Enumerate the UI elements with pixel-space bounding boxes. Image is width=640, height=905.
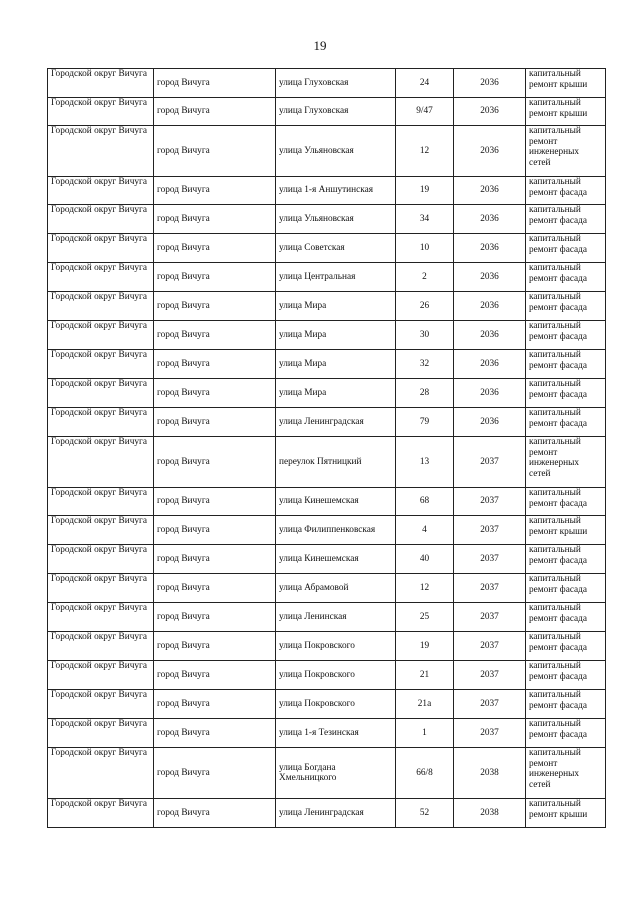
street-cell: улица Мира: [276, 350, 396, 379]
street-cell: улица Кинешемская: [276, 488, 396, 516]
table-row: [48, 263, 606, 292]
year-cell: 2036: [454, 69, 526, 98]
house-number-cell: 21а: [396, 690, 454, 719]
work-type-cell: капитальный ремонт крыши: [526, 516, 606, 545]
street-cell: улица Покровского: [276, 661, 396, 690]
district-cell: Городской округ Вичуга: [48, 574, 154, 603]
table-row: [48, 690, 606, 719]
work-type-cell: капитальный ремонт фасада: [526, 574, 606, 603]
street-cell: улица Мира: [276, 379, 396, 408]
city-cell: город Вичуга: [154, 574, 276, 603]
city-cell: город Вичуга: [154, 748, 276, 799]
district-cell: Городской округ Вичуга: [48, 205, 154, 234]
work-type-cell: капитальный ремонт инженерных сетей: [526, 748, 606, 799]
year-cell: 2038: [454, 748, 526, 799]
district-cell: Городской округ Вичуга: [48, 126, 154, 177]
work-type-cell: капитальный ремонт фасада: [526, 350, 606, 379]
table-row: [48, 719, 606, 748]
table-row: [48, 661, 606, 690]
district-cell: Городской округ Вичуга: [48, 632, 154, 661]
house-number-cell: 28: [396, 379, 454, 408]
work-type-cell: капитальный ремонт фасада: [526, 292, 606, 321]
year-cell: 2037: [454, 690, 526, 719]
work-type-cell: капитальный ремонт крыши: [526, 799, 606, 828]
work-type-cell: капитальный ремонт фасада: [526, 321, 606, 350]
table-body: [48, 69, 606, 828]
year-cell: 2036: [454, 126, 526, 177]
city-cell: город Вичуга: [154, 545, 276, 574]
street-cell: улица Кинешемская: [276, 545, 396, 574]
table-row: [48, 379, 606, 408]
house-number-cell: 9/47: [396, 98, 454, 126]
district-cell: Городской округ Вичуга: [48, 603, 154, 632]
work-type-cell: капитальный ремонт фасада: [526, 661, 606, 690]
year-cell: 2036: [454, 292, 526, 321]
city-cell: город Вичуга: [154, 516, 276, 545]
district-cell: Городской округ Вичуга: [48, 719, 154, 748]
year-cell: 2036: [454, 379, 526, 408]
house-number-cell: 19: [396, 177, 454, 205]
year-cell: 2036: [454, 234, 526, 263]
house-number-cell: 12: [396, 126, 454, 177]
house-number-cell: 25: [396, 603, 454, 632]
work-type-cell: капитальный ремонт фасада: [526, 603, 606, 632]
street-cell: улица 1-я Тезинская: [276, 719, 396, 748]
year-cell: 2036: [454, 350, 526, 379]
work-type-cell: капитальный ремонт инженерных сетей: [526, 437, 606, 488]
city-cell: город Вичуга: [154, 632, 276, 661]
table-row: [48, 488, 606, 516]
house-number-cell: 19: [396, 632, 454, 661]
house-number-cell: 13: [396, 437, 454, 488]
work-type-cell: капитальный ремонт фасада: [526, 632, 606, 661]
district-cell: Городской округ Вичуга: [48, 350, 154, 379]
table-row: [48, 799, 606, 828]
district-cell: Городской округ Вичуга: [48, 263, 154, 292]
table-row: [48, 69, 606, 98]
street-cell: улица 1-я Аншутинская: [276, 177, 396, 205]
street-cell: улица Мира: [276, 321, 396, 350]
city-cell: город Вичуга: [154, 177, 276, 205]
house-number-cell: 40: [396, 545, 454, 574]
street-cell: улица Глуховская: [276, 98, 396, 126]
city-cell: город Вичуга: [154, 603, 276, 632]
street-cell: улица Ульяновская: [276, 126, 396, 177]
table-row: [48, 205, 606, 234]
city-cell: город Вичуга: [154, 661, 276, 690]
year-cell: 2037: [454, 545, 526, 574]
table-row: [48, 126, 606, 177]
work-type-cell: капитальный ремонт крыши: [526, 98, 606, 126]
year-cell: 2036: [454, 98, 526, 126]
city-cell: город Вичуга: [154, 263, 276, 292]
street-cell: улица Абрамовой: [276, 574, 396, 603]
house-number-cell: 52: [396, 799, 454, 828]
table-row: [48, 437, 606, 488]
year-cell: 2038: [454, 799, 526, 828]
street-cell: улица Ленинская: [276, 603, 396, 632]
house-number-cell: 2: [396, 263, 454, 292]
year-cell: 2037: [454, 661, 526, 690]
district-cell: Городской округ Вичуга: [48, 408, 154, 437]
house-number-cell: 10: [396, 234, 454, 263]
work-type-cell: капитальный ремонт фасада: [526, 177, 606, 205]
street-cell: улица Глуховская: [276, 69, 396, 98]
capital-repair-table: [47, 68, 606, 828]
work-type-cell: капитальный ремонт фасада: [526, 488, 606, 516]
work-type-cell: капитальный ремонт фасада: [526, 690, 606, 719]
year-cell: 2037: [454, 632, 526, 661]
city-cell: город Вичуга: [154, 799, 276, 828]
city-cell: город Вичуга: [154, 350, 276, 379]
work-type-cell: капитальный ремонт фасада: [526, 263, 606, 292]
table-row: [48, 516, 606, 545]
street-cell: улица Ленинградская: [276, 408, 396, 437]
city-cell: город Вичуга: [154, 719, 276, 748]
table-row: [48, 545, 606, 574]
work-type-cell: капитальный ремонт фасада: [526, 205, 606, 234]
house-number-cell: 66/8: [396, 748, 454, 799]
city-cell: город Вичуга: [154, 379, 276, 408]
year-cell: 2037: [454, 719, 526, 748]
year-cell: 2036: [454, 263, 526, 292]
table-row: [48, 292, 606, 321]
city-cell: город Вичуга: [154, 69, 276, 98]
city-cell: город Вичуга: [154, 488, 276, 516]
work-type-cell: капитальный ремонт фасада: [526, 379, 606, 408]
street-cell: улица Филиппенковская: [276, 516, 396, 545]
house-number-cell: 4: [396, 516, 454, 545]
city-cell: город Вичуга: [154, 234, 276, 263]
year-cell: 2037: [454, 488, 526, 516]
work-type-cell: капитальный ремонт крыши: [526, 69, 606, 98]
district-cell: Городской округ Вичуга: [48, 545, 154, 574]
house-number-cell: 30: [396, 321, 454, 350]
district-cell: Городской округ Вичуга: [48, 177, 154, 205]
table-row: [48, 350, 606, 379]
street-cell: улица Советская: [276, 234, 396, 263]
year-cell: 2037: [454, 516, 526, 545]
work-type-cell: капитальный ремонт фасада: [526, 719, 606, 748]
year-cell: 2036: [454, 321, 526, 350]
year-cell: 2037: [454, 603, 526, 632]
district-cell: Городской округ Вичуга: [48, 321, 154, 350]
city-cell: город Вичуга: [154, 408, 276, 437]
city-cell: город Вичуга: [154, 321, 276, 350]
city-cell: город Вичуга: [154, 126, 276, 177]
city-cell: город Вичуга: [154, 690, 276, 719]
house-number-cell: 34: [396, 205, 454, 234]
district-cell: Городской округ Вичуга: [48, 690, 154, 719]
table-row: [48, 603, 606, 632]
work-type-cell: капитальный ремонт фасада: [526, 408, 606, 437]
house-number-cell: 26: [396, 292, 454, 321]
house-number-cell: 24: [396, 69, 454, 98]
city-cell: город Вичуга: [154, 98, 276, 126]
city-cell: город Вичуга: [154, 437, 276, 488]
work-type-cell: капитальный ремонт фасада: [526, 545, 606, 574]
house-number-cell: 21: [396, 661, 454, 690]
year-cell: 2036: [454, 177, 526, 205]
district-cell: Городской округ Вичуга: [48, 69, 154, 98]
street-cell: переулок Пятницкий: [276, 437, 396, 488]
work-type-cell: капитальный ремонт инженерных сетей: [526, 126, 606, 177]
house-number-cell: 12: [396, 574, 454, 603]
table-row: [48, 748, 606, 799]
city-cell: город Вичуга: [154, 205, 276, 234]
street-cell: улица Центральная: [276, 263, 396, 292]
street-cell: улица Ульяновская: [276, 205, 396, 234]
year-cell: 2036: [454, 408, 526, 437]
district-cell: Городской округ Вичуга: [48, 379, 154, 408]
house-number-cell: 32: [396, 350, 454, 379]
street-cell: улица Ленинградская: [276, 799, 396, 828]
district-cell: Городской округ Вичуга: [48, 661, 154, 690]
house-number-cell: 1: [396, 719, 454, 748]
street-cell: улица Покровского: [276, 690, 396, 719]
table-row: [48, 234, 606, 263]
table-row: [48, 632, 606, 661]
district-cell: Городской округ Вичуга: [48, 437, 154, 488]
street-cell: улица Мира: [276, 292, 396, 321]
house-number-cell: 79: [396, 408, 454, 437]
street-cell: улица Покровского: [276, 632, 396, 661]
street-cell: улица Богдана Хмельницкого: [276, 748, 396, 799]
year-cell: 2036: [454, 205, 526, 234]
district-cell: Городской округ Вичуга: [48, 488, 154, 516]
district-cell: Городской округ Вичуга: [48, 799, 154, 828]
district-cell: Городской округ Вичуга: [48, 748, 154, 799]
table-row: [48, 574, 606, 603]
table-row: [48, 98, 606, 126]
table-row: [48, 321, 606, 350]
city-cell: город Вичуга: [154, 292, 276, 321]
work-type-cell: капитальный ремонт фасада: [526, 234, 606, 263]
table-row: [48, 177, 606, 205]
year-cell: 2037: [454, 574, 526, 603]
district-cell: Городской округ Вичуга: [48, 98, 154, 126]
table-row: [48, 408, 606, 437]
district-cell: Городской округ Вичуга: [48, 292, 154, 321]
house-number-cell: 68: [396, 488, 454, 516]
district-cell: Городской округ Вичуга: [48, 516, 154, 545]
page-number: 19: [313, 38, 327, 53]
district-cell: Городской округ Вичуга: [48, 234, 154, 263]
year-cell: 2037: [454, 437, 526, 488]
